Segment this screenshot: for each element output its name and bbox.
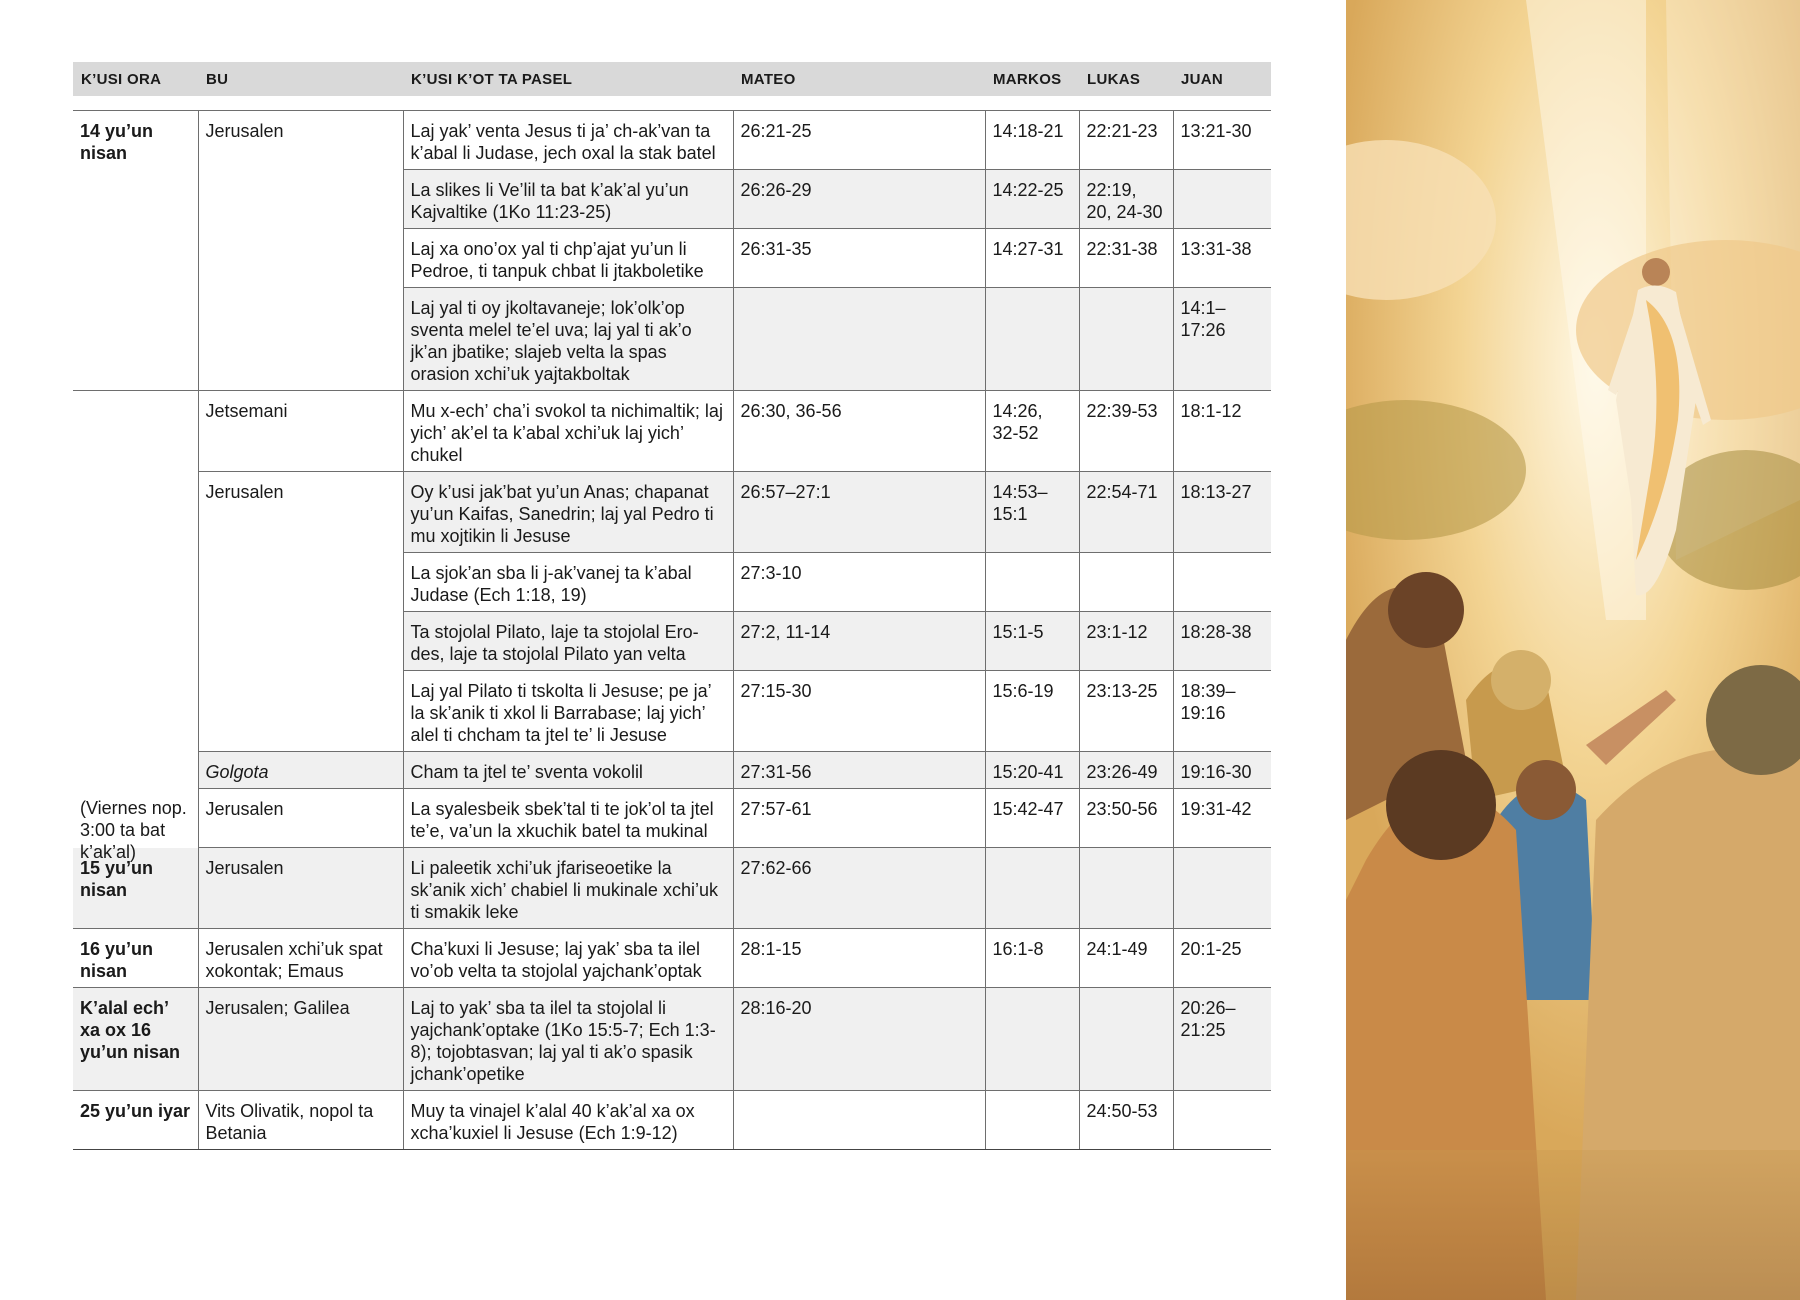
mateo-ref: 28:1-15	[733, 929, 985, 988]
ground-shadow	[1346, 1150, 1800, 1300]
date-cell: K’alal ech’ xa ox 16 yu’un nisan	[73, 988, 198, 1091]
event-cell: La sjok’an sba li j-ak’vanej ta k’abal Judase (Ech 1:18, 19)	[403, 553, 733, 612]
markos-ref: 16:1-8	[985, 929, 1079, 988]
markos-ref: 14:26, 32-52	[985, 391, 1079, 472]
table-row	[73, 391, 1271, 472]
table-header-row	[73, 62, 1271, 96]
event-cell: Li paleetik xchi’uk jfariseoetike la sk’anik xich’ chabiel li mukinale xchi’uk ti smakik leke	[403, 848, 733, 929]
date-cell: 14 yu’un nisan	[73, 111, 198, 391]
lukas-ref: 22:31-38	[1079, 229, 1173, 288]
date-cell: 16 yu’un nisan	[73, 929, 198, 988]
juan-ref	[1173, 170, 1271, 229]
juan-ref	[1173, 1091, 1271, 1150]
markos-ref: 15:6-19	[985, 671, 1079, 752]
place-cell: Jetsemani	[198, 391, 403, 472]
lukas-ref: 23:13-25	[1079, 671, 1173, 752]
juan-ref: 18:39–19:16	[1173, 671, 1271, 752]
table-row	[73, 472, 1271, 553]
mateo-ref: 26:31-35	[733, 229, 985, 288]
header-spacer-row	[73, 96, 1271, 111]
mateo-ref	[733, 1091, 985, 1150]
lukas-ref: 24:50-53	[1079, 1091, 1173, 1150]
header-place: BU	[198, 62, 403, 96]
event-cell: Muy ta vinajel k’alal 40 k’ak’al xa ox xcha’kuxiel li Jesuse (Ech 1:9-12)	[403, 1091, 733, 1150]
juan-ref: 13:31-38	[1173, 229, 1271, 288]
header-time: K’USI ORA	[73, 62, 198, 96]
place-cell: Vits Olivatik, nopol ta Betania	[198, 1091, 403, 1150]
mateo-ref: 27:2, 11-14	[733, 612, 985, 671]
lukas-ref: 23:50-56	[1079, 789, 1173, 848]
place-cell: Jerusalen	[198, 472, 403, 752]
mateo-ref: 26:26-29	[733, 170, 985, 229]
markos-ref: 14:53–15:1	[985, 472, 1079, 553]
markos-ref	[985, 848, 1079, 929]
juan-ref: 19:31-42	[1173, 789, 1271, 848]
viernes-note: (Viernes nop. 3:00 ta bat k’ak’al)	[80, 798, 187, 862]
event-cell: Cham ta jtel te’ sventa vokolil	[403, 752, 733, 789]
table-row	[73, 1091, 1271, 1150]
event-cell: Ta stojolal Pilato, laje ta stojolal Ero-des, laje ta stojolal Pilato yan velta	[403, 612, 733, 671]
lukas-ref	[1079, 553, 1173, 612]
event-cell: Oy k’usi jak’bat yu’un Anas; chapanat yu’un Kaifas, Sanedrin; laj yal Pedro ti mu xojtikin li Jesuse	[403, 472, 733, 553]
lukas-ref: 23:1-12	[1079, 612, 1173, 671]
header-event: K’USI K’OT TA PASEL	[403, 62, 733, 96]
juan-ref: 19:16-30	[1173, 752, 1271, 789]
juan-ref	[1173, 848, 1271, 929]
markos-ref	[985, 553, 1079, 612]
place-cell: Jerusalen	[198, 789, 403, 848]
markos-ref: 15:42-47	[985, 789, 1079, 848]
juan-ref: 18:28-38	[1173, 612, 1271, 671]
mateo-ref: 26:57–27:1	[733, 472, 985, 553]
markos-ref	[985, 988, 1079, 1091]
event-cell: La slikes li Ve’lil ta bat k’ak’al yu’un Kajvaltike (1Ko 11:23-25)	[403, 170, 733, 229]
juan-ref: 18:13-27	[1173, 472, 1271, 553]
header-lukas: LUKAS	[1079, 62, 1173, 96]
lukas-ref	[1079, 988, 1173, 1091]
mateo-ref: 27:57-61	[733, 789, 985, 848]
lukas-ref: 22:21-23	[1079, 111, 1173, 170]
header-markos: MARKOS	[985, 62, 1079, 96]
markos-ref	[985, 1091, 1079, 1150]
lukas-ref	[1079, 848, 1173, 929]
markos-ref	[985, 288, 1079, 391]
mateo-ref: 26:30, 36-56	[733, 391, 985, 472]
date-cell: 15 yu’un nisan	[73, 848, 198, 929]
date-cell-empty	[73, 391, 198, 848]
ascension-illustration-svg	[1346, 0, 1800, 1300]
juan-ref: 20:26–21:25	[1173, 988, 1271, 1091]
event-cell: Laj yak’ venta Jesus ti ja’ ch-ak’van ta k’abal li Judase, jech oxal la stak batel	[403, 111, 733, 170]
event-cell: Mu x-ech’ cha’i svokol ta nichimaltik; laj yich’ ak’el ta k’abal xchi’uk laj yich’ chukel	[403, 391, 733, 472]
date-cell: 25 yu’un iyar	[73, 1091, 198, 1150]
table-row	[73, 988, 1271, 1091]
place-cell: Jerusalen	[198, 848, 403, 929]
event-cell: Laj yal ti oy jkoltavaneje; lok’olk’op sventa melel te’el uva; laj yal ti ak’o jk’an jbatike; slajeb velta la spas orasion xchi’uk yajtakboltak	[403, 288, 733, 391]
markos-ref: 15:20-41	[985, 752, 1079, 789]
markos-ref: 14:18-21	[985, 111, 1079, 170]
markos-ref: 14:27-31	[985, 229, 1079, 288]
lukas-ref: 22:39-53	[1079, 391, 1173, 472]
juan-ref: 20:1-25	[1173, 929, 1271, 988]
mateo-ref: 27:15-30	[733, 671, 985, 752]
event-cell: La syalesbeik sbek’tal ti te jok’ol ta jtel te’e, va’un la xkuchik batel ta mukinal	[403, 789, 733, 848]
lukas-ref	[1079, 288, 1173, 391]
juan-ref	[1173, 553, 1271, 612]
gospel-harmony-table	[73, 62, 1271, 1150]
header-mateo: MATEO	[733, 62, 898, 96]
juan-ref: 13:21-30	[1173, 111, 1271, 170]
event-cell: Laj to yak’ sba ta ilel ta stojolal li yajchank’optake (1Ko 15:5-7; Ech 1:3-8); tojobtasvan; laj yal ti ak’o spasik jchank’opetike	[403, 988, 733, 1091]
gospel-harmony-table-wrapper	[73, 62, 1271, 1150]
header-juan: JUAN	[1173, 62, 1271, 96]
header-blank	[898, 62, 985, 96]
lukas-ref: 22:54-71	[1079, 472, 1173, 553]
mateo-ref: 28:16-20	[733, 988, 985, 1091]
mateo-ref	[733, 288, 985, 391]
event-cell: Cha’kuxi li Jesuse; laj yak’ sba ta ilel vo’ob velta ta stojolal yajchank’optak	[403, 929, 733, 988]
ascension-illustration-icon	[1346, 0, 1800, 1300]
markos-ref: 15:1-5	[985, 612, 1079, 671]
lukas-ref: 22:19, 20, 24-30	[1079, 170, 1173, 229]
juan-ref: 14:1–17:26	[1173, 288, 1271, 391]
place-cell: Jerusalen xchi’uk spat xokontak; Emaus	[198, 929, 403, 988]
lukas-ref: 23:26-49	[1079, 752, 1173, 789]
table-row	[73, 789, 1271, 848]
juan-ref: 18:1-12	[1173, 391, 1271, 472]
event-cell: Laj xa ono’ox yal ti chp’ajat yu’un li Pedroe, ti tanpuk chbat li jtakboletike	[403, 229, 733, 288]
mateo-ref: 27:62-66	[733, 848, 985, 929]
mateo-ref: 27:3-10	[733, 553, 985, 612]
table-row	[73, 752, 1271, 789]
mateo-ref: 27:31-56	[733, 752, 985, 789]
mateo-ref: 26:21-25	[733, 111, 985, 170]
place-cell: Jerusalen	[198, 111, 403, 391]
event-cell: Laj yal Pilato ti tskolta li Jesuse; pe ja’ la sk’anik ti xkol li Barrabase; laj yich’ alel ti chcham ta jtel te’ li Jesuse	[403, 671, 733, 752]
lukas-ref: 24:1-49	[1079, 929, 1173, 988]
table-row	[73, 111, 1271, 170]
place-cell: Golgota	[198, 752, 403, 789]
table-row	[73, 848, 1271, 929]
place-cell: Jerusalen; Galilea	[198, 988, 403, 1091]
markos-ref: 14:22-25	[985, 170, 1079, 229]
table-row	[73, 929, 1271, 988]
